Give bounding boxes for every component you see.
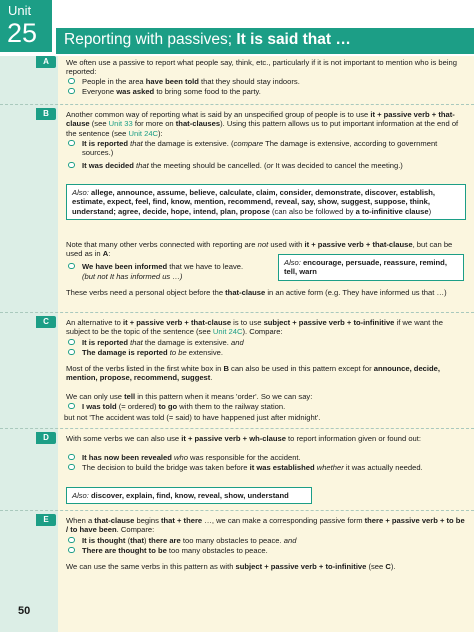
title-bar — [56, 28, 474, 54]
section-e-intro: When a that-clause begins that + there …, we can make a corresponding passive form there + passive verb + to be / to have been. Compare: — [66, 516, 465, 535]
section-letter-e: E — [36, 514, 56, 526]
section-b-final: These verbs need a personal object before the that-clause in an active form (e.g. They have informed us that …) — [66, 288, 447, 297]
sidebar — [0, 56, 58, 632]
section-b-note: Note that many other verbs connected with reporting are not used with it + passive verb + that-clause, but can be used as in A: — [66, 240, 453, 259]
example-item: There are thought to be too many obstacles to peace. — [82, 546, 462, 555]
section-letter-c: C — [36, 316, 56, 328]
unit-label: Unit — [8, 3, 32, 18]
example-item: I was told (= ordered) to go with them to the railway station. — [82, 402, 462, 411]
example-negative: (but not It has informed us …) — [82, 272, 183, 281]
section-e-same: We can use the same verbs in this pattern as with subject + passive verb + to-infinitive (see C). — [66, 562, 396, 571]
also-box: Also: encourage, persuade, reassure, remind, tell, warn — [278, 254, 464, 281]
unit-link[interactable]: Unit 24C — [212, 327, 243, 337]
unit-badge — [0, 0, 52, 52]
bullet-icon — [68, 140, 75, 146]
section-letter-b: B — [36, 108, 56, 120]
bullet-icon — [68, 78, 75, 84]
example-negative: but not 'The accident was told (= said) to have happened just after midnight'. — [64, 413, 321, 422]
bullet-icon — [68, 162, 75, 168]
example-item: It has now been revealed who was responsible for the accident. — [82, 453, 462, 462]
section-divider — [0, 428, 474, 429]
example-item: It is thought (that) there are too many obstacles to peace. and — [82, 536, 462, 545]
example-item: The decision to build the bridge was taken before it was established whether it was actually needed. — [82, 463, 462, 472]
page-header — [0, 0, 474, 52]
also-box: Also: discover, explain, find, know, reveal, show, understand — [66, 487, 312, 504]
section-d-intro: With some verbs we can also use it + passive verb + wh-clause to report information given or found out: — [66, 434, 422, 443]
bullet-icon — [68, 263, 75, 269]
bullet-icon — [68, 537, 75, 543]
unit-number: 25 — [7, 18, 38, 48]
section-c-intro: An alternative to it + passive verb + that-clause is to use subject + passive verb + to-infinitive if we want the subject to be the topic of the sentence (see Unit 24C). Compare: — [66, 318, 443, 337]
example-item: It is reported that the damage is extensive. (compare The damage is extensive, according to government sources.) — [82, 139, 462, 158]
example-item: It is reported that the damage is extensive. and — [82, 338, 462, 347]
section-letter-d: D — [36, 432, 56, 444]
section-c-tell: We can only use tell in this pattern when it means 'order'. So we can say: — [66, 392, 313, 401]
bullet-icon — [68, 454, 75, 460]
example-item: Everyone was asked to bring some food to the party. — [82, 87, 462, 96]
bullet-icon — [68, 88, 75, 94]
section-letter-a: A — [36, 56, 56, 68]
page-title — [64, 31, 351, 49]
example-item: We have been informed that we have to leave. — [82, 262, 272, 271]
bullet-icon — [68, 349, 75, 355]
section-divider — [0, 510, 474, 511]
section-b-intro: Another common way of reporting what is said by an unspecified group of people is to use it + passive verb + that-clause (see Unit 33 for more on that-clauses). Using this pattern allows us to put important information at the end of the sentence (see Unit 24C): — [66, 110, 459, 138]
section-divider — [0, 312, 474, 313]
example-item: The damage is reported to be extensive. — [82, 348, 462, 357]
also-box: Also: allege, announce, assume, believe, calculate, claim, consider, demonstrate, discover, establish, estimate, expect, feel, find, know, mention, recommend, reveal, say, show, suggest, suppose, think, understand; agree, decide, hope, intend, plan, propose (can also be followed by a to-infinitive clause) — [66, 184, 466, 220]
title-plain: Reporting with passives; — [64, 31, 237, 48]
section-divider — [0, 104, 474, 105]
title-bold: It is said that … — [236, 31, 351, 48]
unit-link[interactable]: Unit 24C — [128, 128, 159, 138]
bullet-icon — [68, 403, 75, 409]
bullet-icon — [68, 339, 75, 345]
section-c-most: Most of the verbs listed in the first white box in B can also be used in this pattern except for announce, decide, mention, propose, recommend, suggest. — [66, 364, 440, 383]
example-item: People in the area have been told that they should stay indoors. — [82, 77, 462, 86]
section-a-intro: We often use a passive to report what people say, think, etc., particularly if it is not important to mention who is being reported: — [66, 58, 457, 77]
unit-link[interactable]: Unit 33 — [108, 119, 133, 129]
example-item: It was decided that the meeting should be cancelled. (or It was decided to cancel the meeting.) — [82, 161, 462, 170]
bullet-icon — [68, 464, 75, 470]
page-number: 50 — [18, 605, 31, 617]
bullet-icon — [68, 547, 75, 553]
